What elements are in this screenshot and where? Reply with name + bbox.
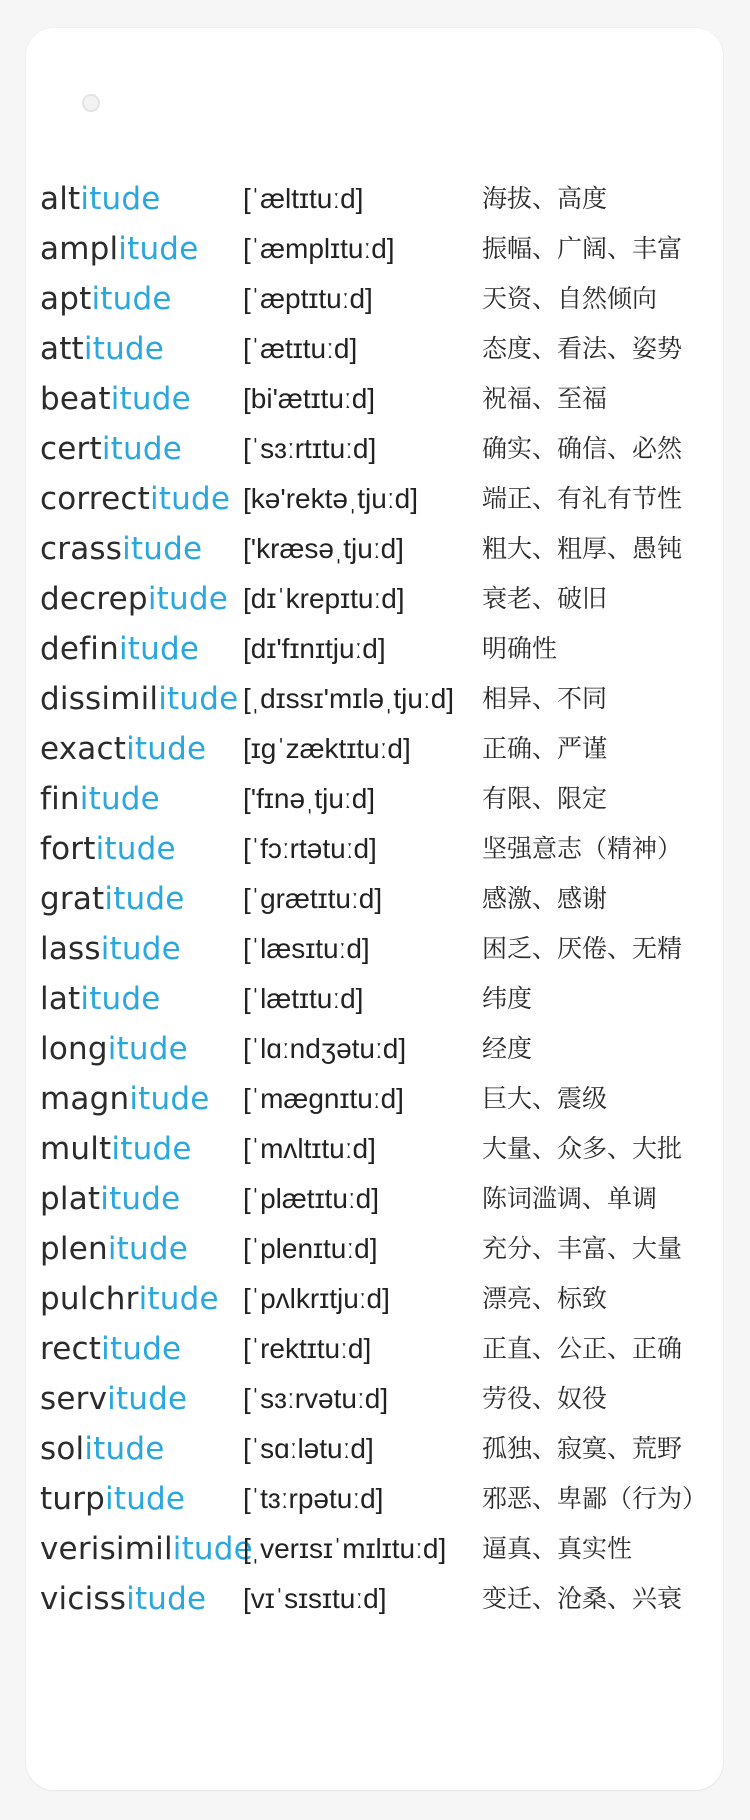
word-row — [40, 574, 730, 624]
word-stem: apt — [40, 281, 92, 317]
phonetic: [ˈplenɪtuːd] — [243, 1233, 378, 1264]
meaning: 邪恶、卑鄙（行为） — [482, 1484, 708, 1513]
word-row — [40, 1224, 730, 1274]
word — [40, 874, 240, 924]
word-row — [40, 474, 730, 524]
word-suffix: itude — [100, 1181, 181, 1217]
word-stem: sol — [40, 1431, 85, 1467]
word — [40, 1474, 240, 1524]
word-suffix: itude — [107, 1031, 188, 1067]
phonetic: [dɪˈkrepɪtuːd] — [243, 583, 405, 614]
meaning: 孤独、寂寞、荒野 — [482, 1434, 683, 1463]
meaning: 祝福、至福 — [482, 384, 608, 413]
word-suffix: itude — [126, 1581, 207, 1617]
meaning: 陈词滥调、单调 — [482, 1184, 658, 1213]
word-stem: cert — [40, 431, 102, 467]
phonetic: [ˈplætɪtuːd] — [243, 1183, 380, 1214]
phonetic: [ˈsɑːlətuːd] — [243, 1433, 374, 1464]
word-row — [40, 1124, 730, 1174]
phonetic: ['fɪnəˌtjuːd] — [243, 783, 376, 814]
phonetic: [ˌdɪssɪ'mɪləˌtjuːd] — [243, 683, 455, 714]
word-suffix: itude — [129, 1081, 210, 1117]
word-row — [40, 1324, 730, 1374]
word-row — [40, 1024, 730, 1074]
phonetic: [ɪgˈzæktɪtuːd] — [243, 733, 411, 764]
word-row — [40, 424, 730, 474]
phonetic: [ˈsɜːrvətuːd] — [243, 1383, 389, 1414]
word-stem: magn — [40, 1081, 130, 1117]
word-stem: grat — [40, 881, 105, 917]
word-row — [40, 1424, 730, 1474]
phonetic: [kə'rektəˌtjuːd] — [243, 483, 418, 514]
word-row — [40, 674, 730, 724]
word-stem: viciss — [40, 1581, 127, 1617]
word-suffix: itude — [105, 1481, 186, 1517]
phonetic: [dɪ'fɪnɪtjuːd] — [243, 633, 386, 664]
word-row — [40, 1574, 730, 1624]
word — [40, 1274, 240, 1324]
meaning: 坚强意志（精神） — [482, 834, 683, 863]
meaning: 纬度 — [482, 984, 533, 1013]
meaning: 漂亮、标致 — [482, 1284, 608, 1313]
word-row — [40, 924, 730, 974]
word-row — [40, 1524, 730, 1574]
word — [40, 1324, 240, 1374]
meaning: 巨大、震级 — [482, 1084, 608, 1113]
word-stem: dissimil — [40, 681, 159, 717]
word-stem: decrep — [40, 581, 148, 617]
word-row — [40, 224, 730, 274]
meaning: 衰老、破旧 — [482, 584, 608, 613]
phonetic: [vɪˈsɪsɪtuːd] — [243, 1583, 387, 1614]
word-stem: pulchr — [40, 1281, 139, 1317]
phonetic: [ˈlætɪtuːd] — [243, 983, 364, 1014]
word-suffix: itude — [126, 731, 207, 767]
word-suffix: itude — [101, 1331, 182, 1367]
word — [40, 1574, 240, 1624]
word-suffix: itude — [80, 181, 161, 217]
word — [40, 1374, 240, 1424]
word-row — [40, 774, 730, 824]
word-stem: lass — [40, 931, 101, 967]
word-stem: crass — [40, 531, 123, 567]
word — [40, 1124, 240, 1174]
word-suffix: itude — [79, 781, 160, 817]
word — [40, 1074, 240, 1124]
word-stem: att — [40, 331, 84, 367]
word-suffix: itude — [91, 281, 172, 317]
phonetic: ['kræsəˌtjuːd] — [243, 533, 404, 564]
word-stem: plen — [40, 1231, 108, 1267]
word — [40, 774, 240, 824]
word-stem: beat — [40, 381, 111, 417]
phonetic: [ˈrektɪtuːd] — [243, 1333, 372, 1364]
meaning: 明确性 — [482, 634, 558, 663]
word-stem: lat — [40, 981, 81, 1017]
word — [40, 524, 240, 574]
word-suffix: itude — [107, 1381, 188, 1417]
word-row — [40, 824, 730, 874]
meaning: 天资、自然倾向 — [482, 284, 658, 313]
word-stem: alt — [40, 181, 81, 217]
phonetic: [ˈtɜːrpətuːd] — [243, 1483, 384, 1514]
word — [40, 374, 240, 424]
word — [40, 674, 240, 724]
meaning: 劳役、奴役 — [482, 1384, 608, 1413]
meaning: 有限、限定 — [482, 784, 608, 813]
word — [40, 174, 240, 224]
word — [40, 1424, 240, 1474]
word-stem: fort — [40, 831, 96, 867]
word — [40, 224, 240, 274]
word-suffix: itude — [80, 981, 161, 1017]
phonetic: [ˈmʌltɪtuːd] — [243, 1133, 376, 1164]
word-suffix: itude — [100, 931, 181, 967]
word-stem: defin — [40, 631, 119, 667]
word — [40, 1024, 240, 1074]
word-suffix: itude — [147, 581, 228, 617]
meaning: 变迁、沧桑、兴衰 — [482, 1584, 683, 1613]
word-stem: rect — [40, 1331, 102, 1367]
word — [40, 1224, 240, 1274]
phonetic: [ˈpʌlkrɪtjuːd] — [243, 1283, 390, 1314]
meaning: 确实、确信、必然 — [482, 434, 683, 463]
word — [40, 824, 240, 874]
word — [40, 574, 240, 624]
word-row — [40, 174, 730, 224]
word — [40, 924, 240, 974]
word-suffix: itude — [122, 531, 203, 567]
meaning: 正直、公正、正确 — [482, 1334, 683, 1363]
word — [40, 724, 240, 774]
word-row — [40, 1374, 730, 1424]
word — [40, 274, 240, 324]
meaning: 充分、丰富、大量 — [482, 1234, 683, 1263]
word-suffix: itude — [95, 831, 176, 867]
word — [40, 1524, 253, 1574]
meaning: 逼真、真实性 — [482, 1534, 633, 1563]
word — [40, 424, 240, 474]
phonetic: [ˈætɪtuːd] — [243, 333, 358, 364]
word-row — [40, 724, 730, 774]
word-row — [40, 624, 730, 674]
word-stem: serv — [40, 1381, 108, 1417]
word-suffix: itude — [158, 681, 239, 717]
word — [40, 474, 240, 524]
word-stem: plat — [40, 1181, 101, 1217]
word-stem: verisimil — [40, 1531, 173, 1567]
word-suffix: itude — [104, 881, 185, 917]
meaning: 大量、众多、大批 — [482, 1134, 683, 1163]
word-row — [40, 1474, 730, 1524]
meaning: 振幅、广阔、丰富 — [482, 234, 683, 263]
phonetic: [ˈæmplɪtuːd] — [243, 233, 395, 264]
circle-indicator-icon — [82, 94, 100, 112]
phonetic: [ˌverɪsɪˈmɪlɪtuːd] — [243, 1533, 447, 1564]
word-suffix: itude — [138, 1281, 219, 1317]
meaning: 海拔、高度 — [482, 184, 608, 213]
meaning: 经度 — [482, 1034, 533, 1063]
word-suffix: itude — [118, 231, 199, 267]
meaning: 相异、不同 — [482, 684, 608, 713]
word-row — [40, 374, 730, 424]
phonetic: [ˈæptɪtuːd] — [243, 283, 373, 314]
word-suffix: itude — [101, 431, 182, 467]
word-row — [40, 324, 730, 374]
word-row — [40, 874, 730, 924]
word-row — [40, 1074, 730, 1124]
meaning: 端正、有礼有节性 — [482, 484, 683, 513]
word — [40, 624, 240, 674]
phonetic: [ˈgrætɪtuːd] — [243, 883, 383, 914]
word-suffix: itude — [107, 1231, 188, 1267]
word-suffix: itude — [111, 1131, 192, 1167]
meaning: 粗大、粗厚、愚钝 — [482, 534, 683, 563]
word — [40, 1174, 240, 1224]
phonetic: [ˈmægnɪtuːd] — [243, 1083, 404, 1114]
word-row — [40, 1274, 730, 1324]
word-stem: turp — [40, 1481, 106, 1517]
word-stem: ampl — [40, 231, 119, 267]
word-suffix: itude — [149, 481, 231, 517]
word — [40, 324, 240, 374]
phonetic: [ˈæltɪtuːd] — [243, 183, 364, 214]
word-list — [40, 174, 730, 1624]
phonetic: [ˈsɜːrtɪtuːd] — [243, 433, 377, 464]
word-row — [40, 1174, 730, 1224]
word-stem: exact — [40, 731, 127, 767]
word-stem: long — [40, 1031, 108, 1067]
meaning: 态度、看法、姿势 — [482, 334, 683, 363]
word-row — [40, 974, 730, 1024]
meaning: 困乏、厌倦、无精 — [482, 934, 683, 963]
phonetic: [ˈfɔːrtətuːd] — [243, 833, 377, 864]
word — [40, 974, 240, 1024]
word-row — [40, 274, 730, 324]
word-stem: mult — [40, 1131, 112, 1167]
phonetic: [ˈlæsɪtuːd] — [243, 933, 370, 964]
word-suffix: itude — [172, 1531, 253, 1567]
word-suffix: itude — [110, 381, 191, 417]
meaning: 正确、严谨 — [482, 734, 608, 763]
word-stem: correct — [40, 481, 150, 517]
word-row — [40, 524, 730, 574]
phonetic: [bi'ætɪtuːd] — [243, 383, 376, 414]
word-suffix: itude — [83, 331, 165, 367]
word-stem: fin — [40, 781, 80, 817]
phonetic: [ˈlɑːndʒətuːd] — [243, 1033, 407, 1064]
word-suffix: itude — [84, 1431, 165, 1467]
word-suffix: itude — [118, 631, 200, 667]
meaning: 感激、感谢 — [482, 884, 608, 913]
